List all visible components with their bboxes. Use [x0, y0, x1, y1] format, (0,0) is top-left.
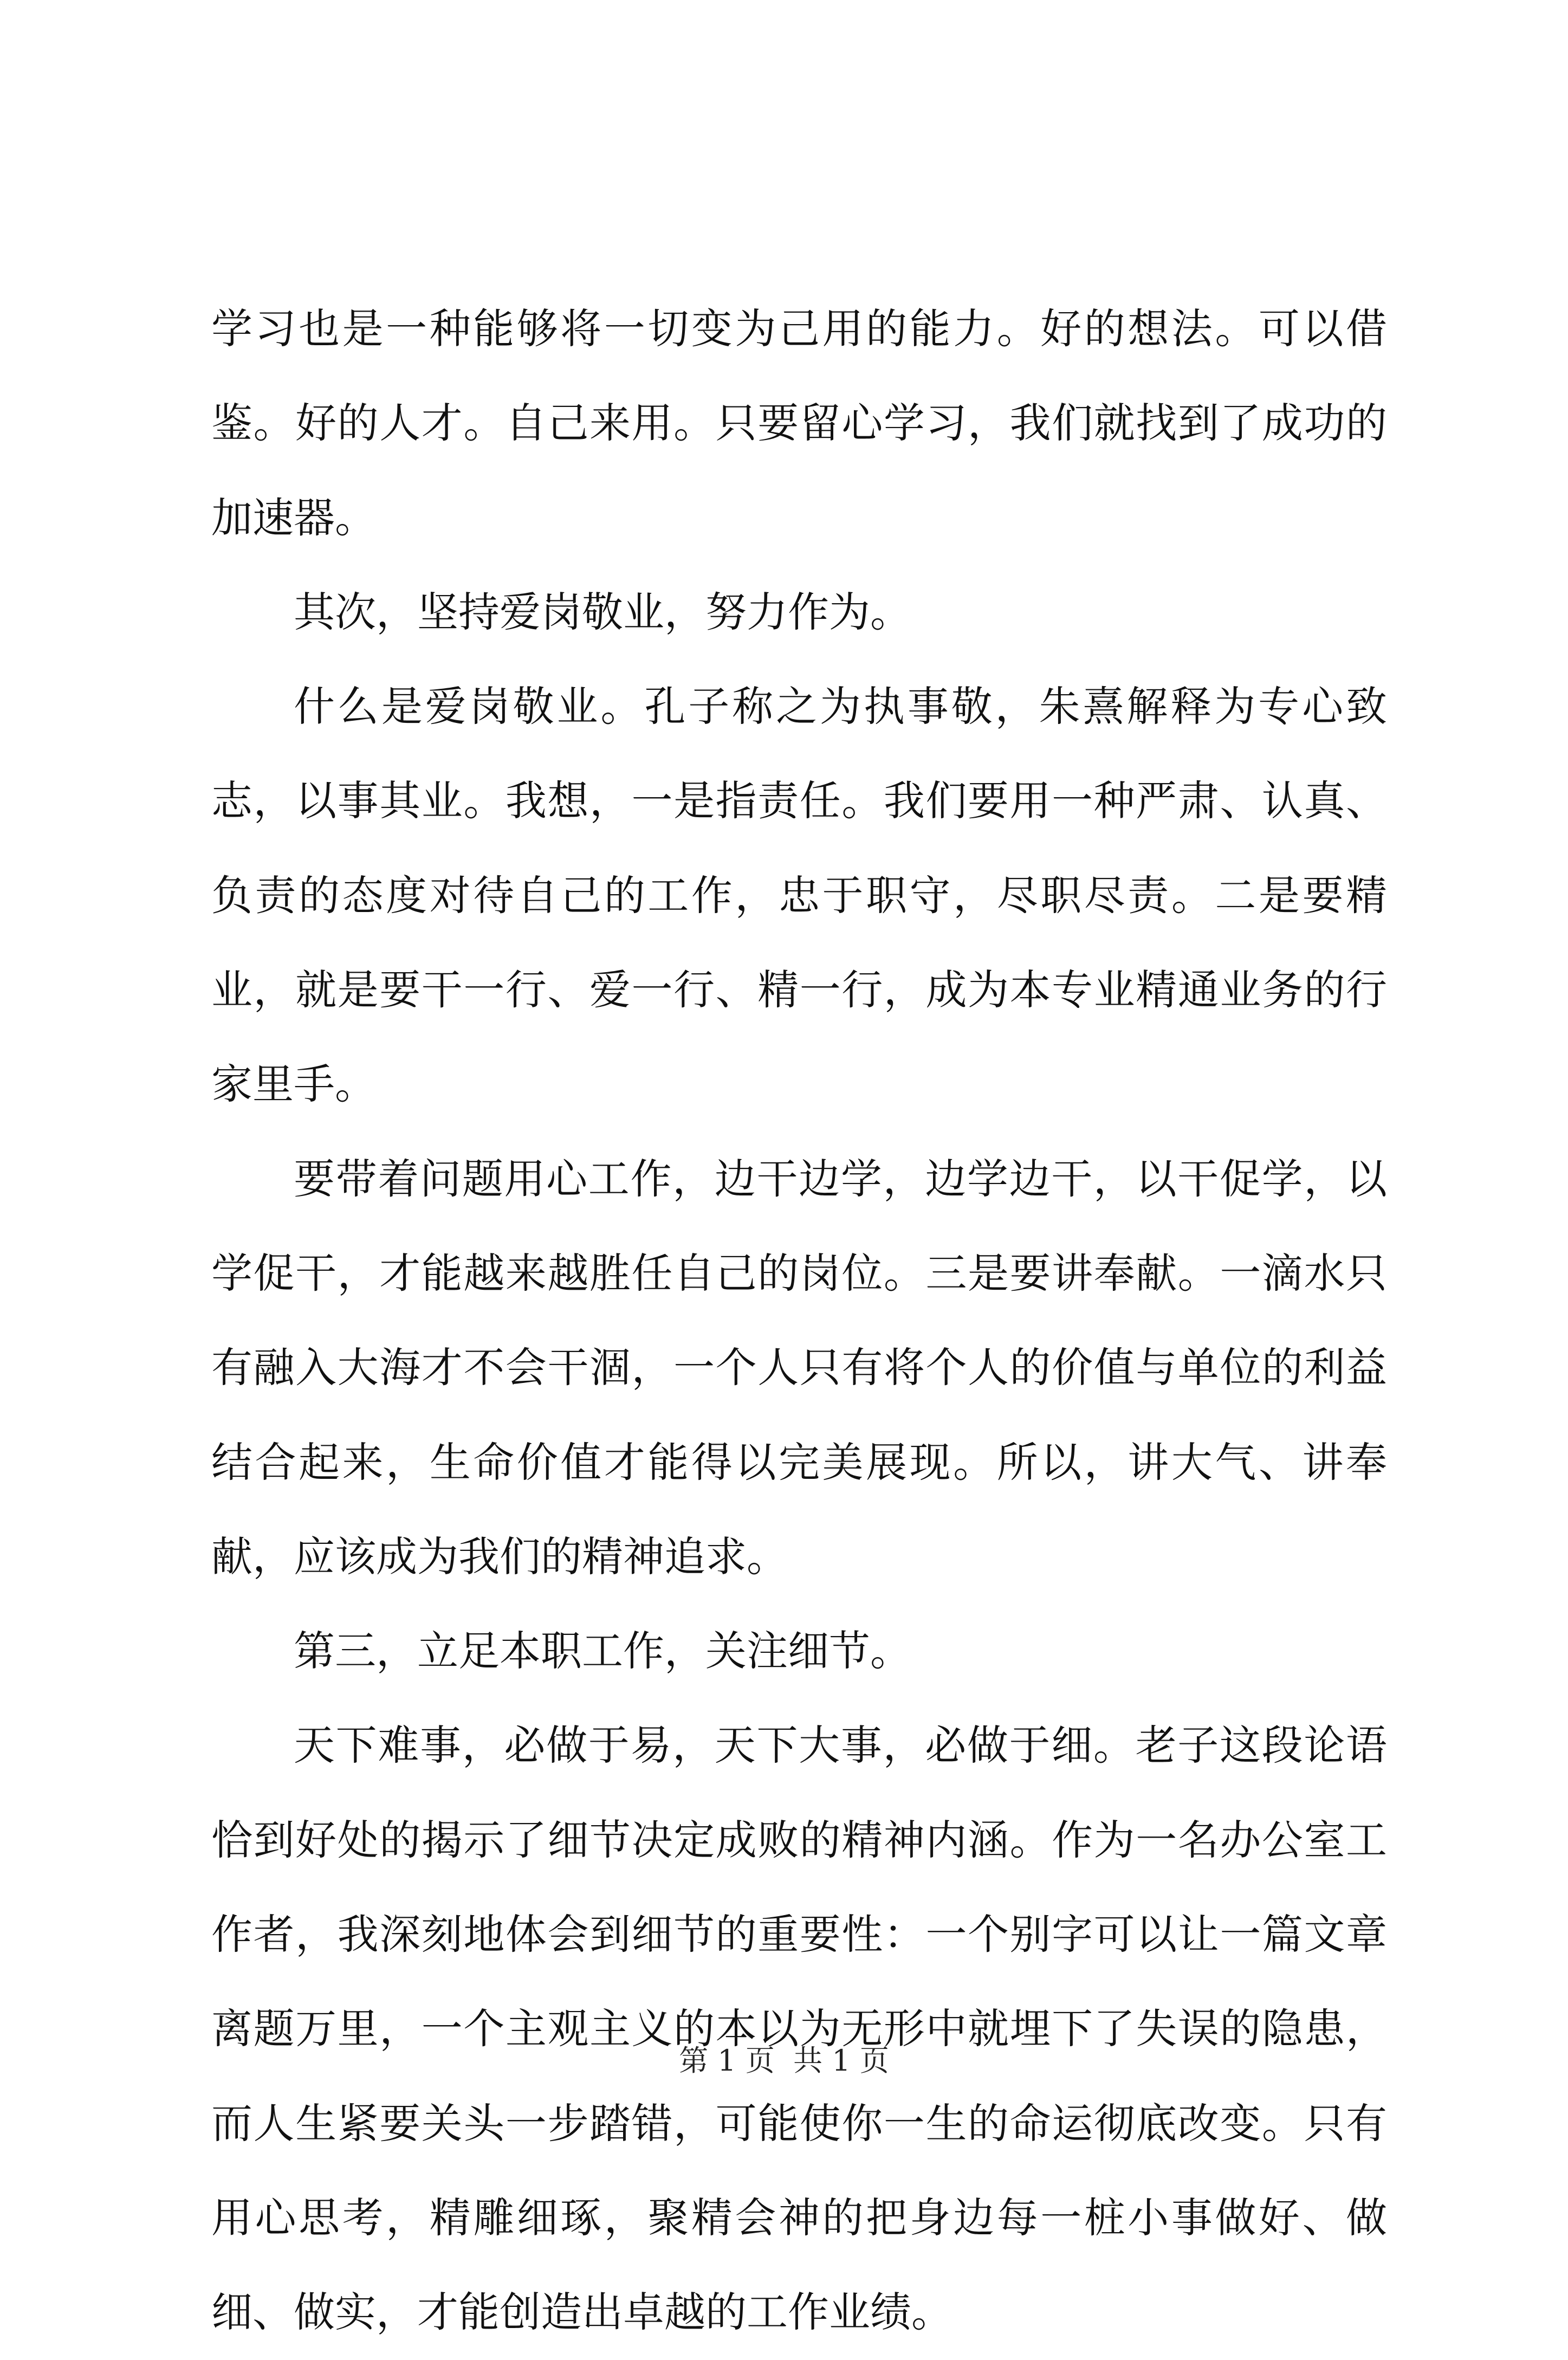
paragraph-2-heading: 其次，坚持爱岗敬业，努力作为。: [294, 587, 911, 636]
paragraph-3: 什么是爱岗敬业。孔子称之为执事敬，朱熹解释为专心致志，以事其业。我想，一是指责任。我们要用一种严肃、认真、负责的态度对待自己的工作，忠于职守，尽职尽责。二是要精业，就是要干一行、爱一行、精一行，成为本专业精通业务的行家里手。: [211, 682, 1387, 1109]
paragraph-6: 天下难事，必做于易，天下大事，必做于细。老子这段论语恰到好处的揭示了细节决定成败的精神内涵。作为一名办公室工作者，我深刻地体会到细节的重要性：一个别字可以让一篇文章离题万里，一个主观主义的本以为无形中就埋下了失误的隐患，而人生紧要关头一步踏错，可能使你一生的命运彻底改变。只有用心思考，精雕细琢，聚精会神的把身边每一桩小事做好、做细、做实，才能创造出卓越的工作业绩。: [211, 1721, 1387, 2337]
paragraph-5-heading: 第三，立足本职工作，关注细节。: [294, 1627, 911, 1676]
paragraph-4: 要带着问题用心工作，边干边学，边学边干，以干促学，以学促干，才能越来越胜任自己的岗位。三是要讲奉献。一滴水只有融入大海才不会干涸，一个人只有将个人的价值与单位的利益结合起来，生命价值才能得以完美展现。所以，讲大气、讲奉献，应该成为我们的精神追求。: [211, 1154, 1387, 1581]
paragraph-1: 学习也是一种能够将一切变为己用的能力。好的想法。可以借鉴。好的人才。自己来用。只要留心学习，我们就找到了成功的加速器。: [211, 305, 1387, 542]
page-footer: 第 1 页 共 1 页: [679, 2044, 889, 2078]
